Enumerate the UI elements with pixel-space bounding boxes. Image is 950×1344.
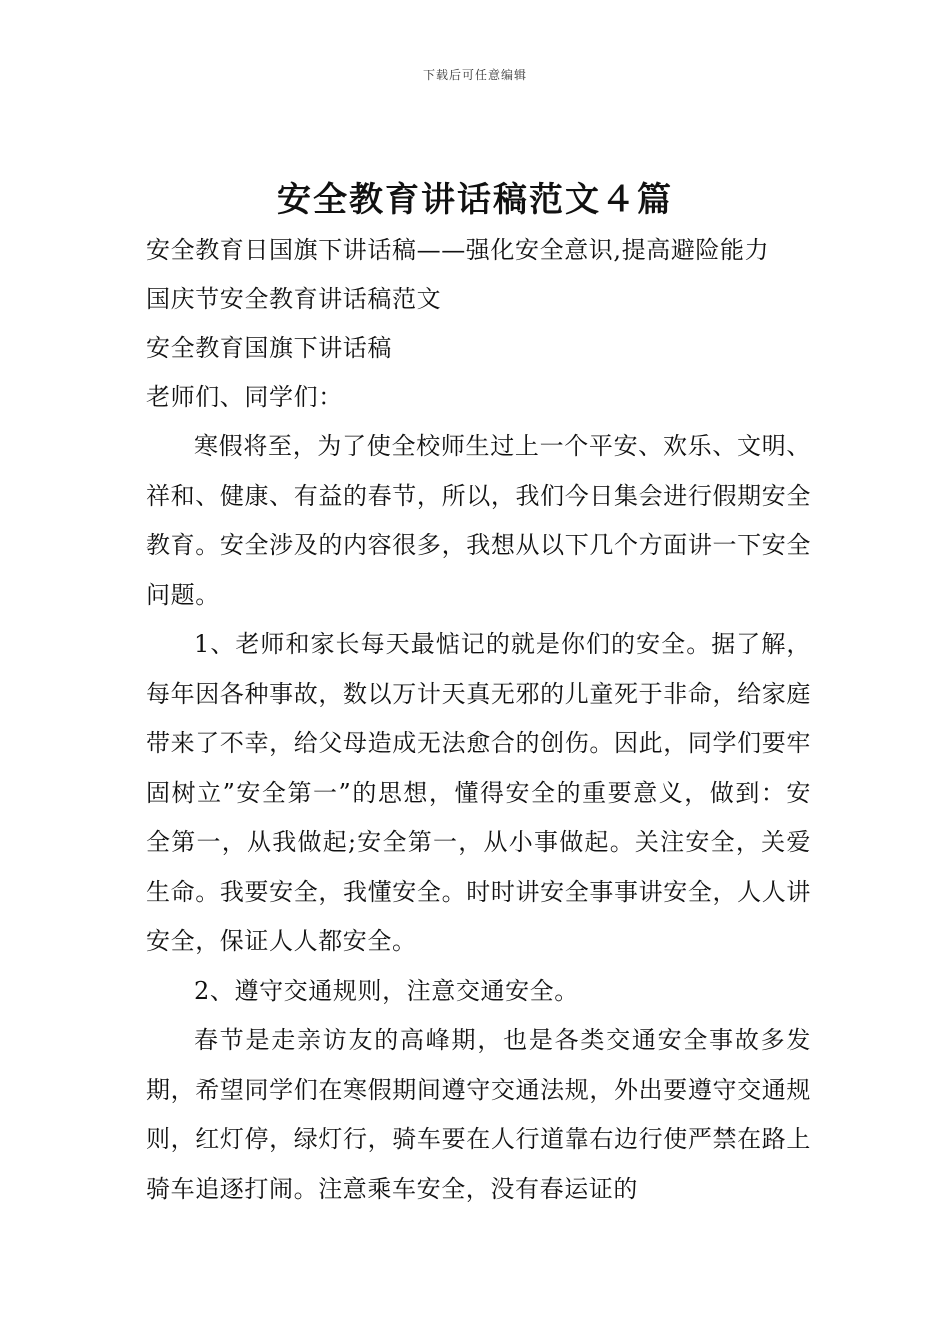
header-note: 下载后可任意编辑 — [422, 68, 527, 82]
salutation: 老师们、同学们： — [146, 383, 343, 411]
paragraph-intro: 寒假将至，为了使全校师生过上一个平安、欢乐、文明、祥和、健康、有益的春节，所以，我们今日集会进行假期安全教育。安全涉及的内容很多，我想从以下几个方面讲一下安全问题。 — [146, 432, 811, 609]
document-title: 安全教育讲话稿范文４篇 — [277, 180, 673, 220]
document-body — [146, 226, 811, 1214]
paragraph-point-1: 1、老师和家长每天最惦记的就是你们的安全。据了解，每年因各种事故，数以万计天真无邪的儿童死于非命，给家庭带来了不幸，给父母造成无法愈合的创伤。因此，同学们要牢固树立”安全第一”的思想，懂得安全的重要意义，做到：安全第一，从我做起;安全第一，从小事做起。关注安全，关爱生命。我要安全，我懂安全。时时讲安全事事讲安全，人人讲安全，保证人人都安全。 — [146, 630, 811, 955]
paragraph-point-2-heading: 2、遵守交通规则，注意交通安全。 — [194, 976, 579, 1005]
toc-item-1: 安全教育日国旗下讲话稿——强化安全意识,提高避险能力 — [146, 236, 770, 264]
toc-item-2: 国庆节安全教育讲话稿范文 — [146, 285, 442, 313]
toc-item-3: 安全教育国旗下讲话稿 — [146, 334, 392, 362]
paragraph-traffic: 春节是走亲访友的高峰期，也是各类交通安全事故多发期，希望同学们在寒假期间遵守交通法规，外出要遵守交通规则，红灯停，绿灯行，骑车要在人行道靠右边行使严禁在路上骑车追逐打闹。注意乘车安全，没有春运证的 — [146, 1026, 811, 1203]
